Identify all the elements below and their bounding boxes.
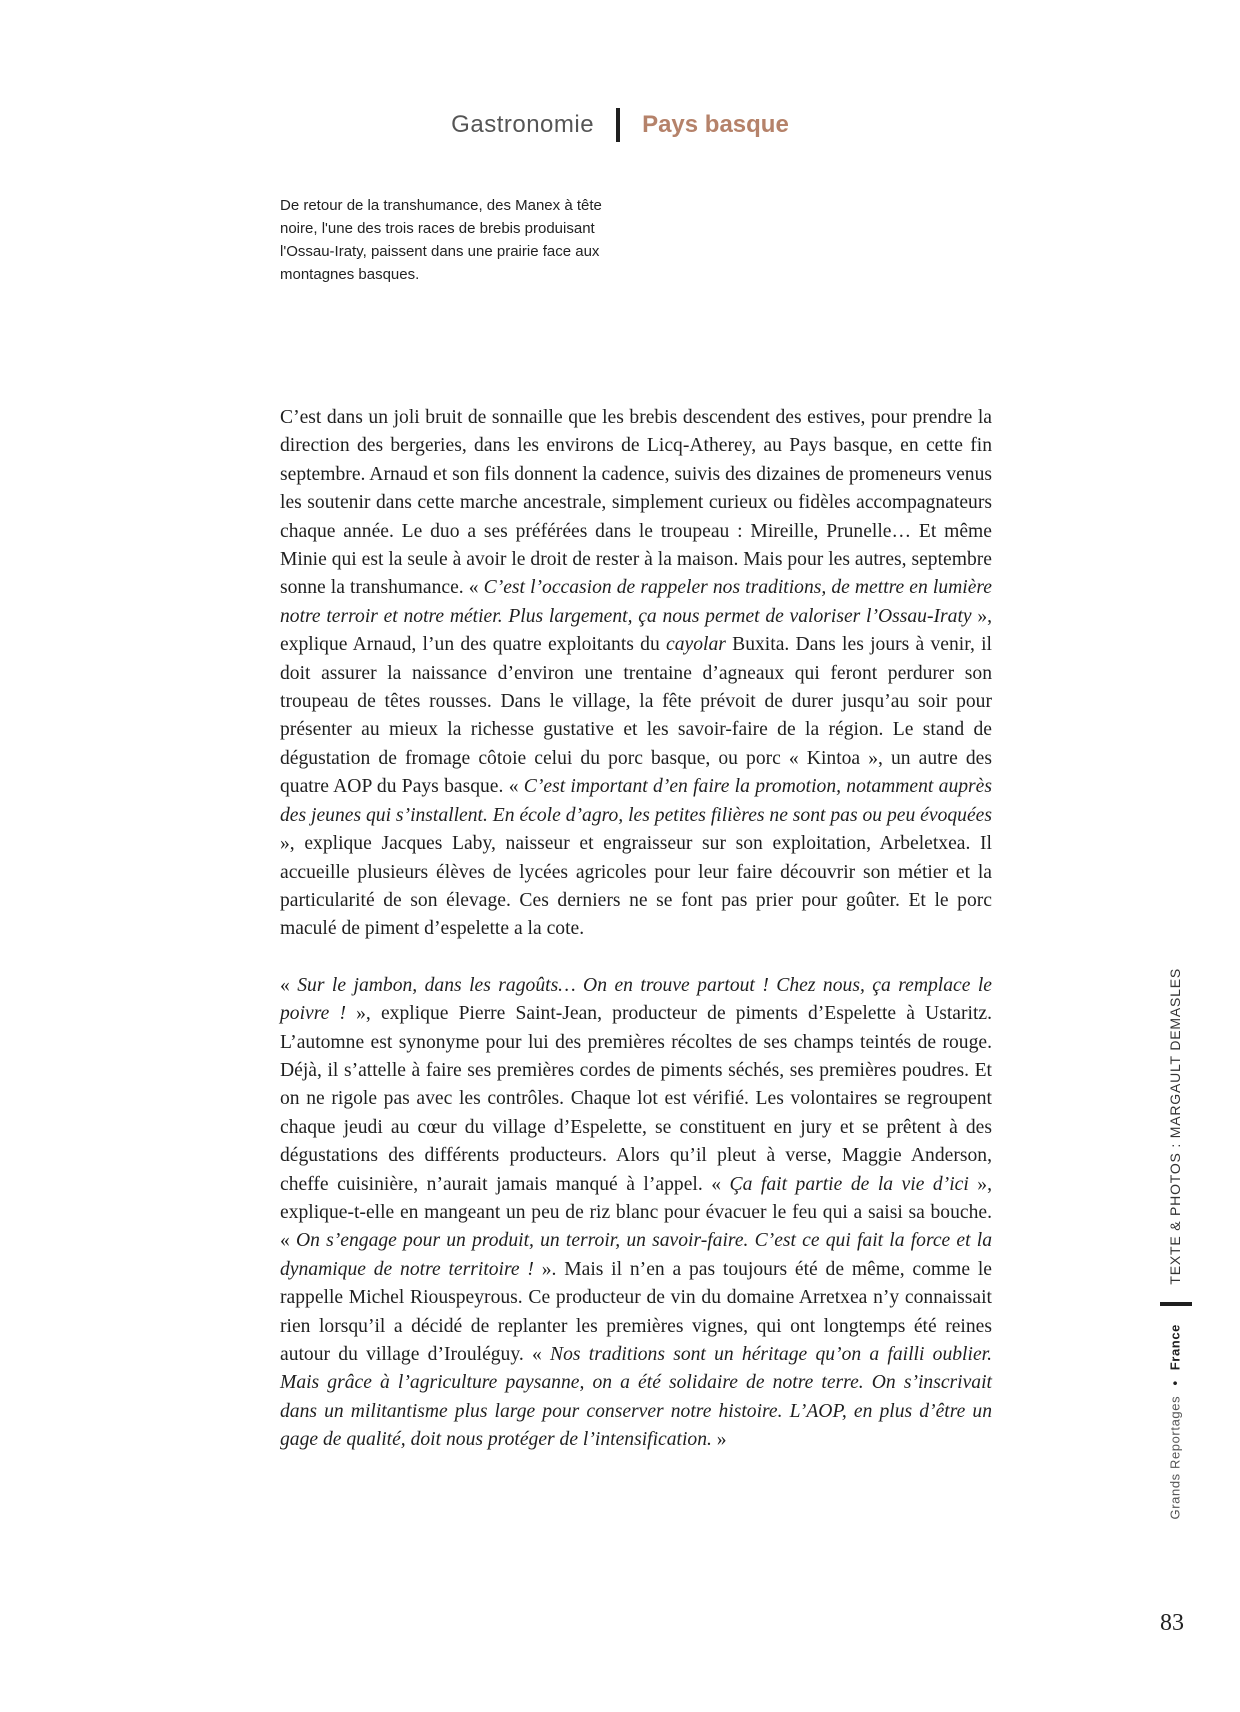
country-label: France [1167,1324,1183,1371]
quote-text: On s’engage pour un produit, un terroir, un savoir-faire. C’est ce qui fait la force et la dynamique de notre territoire ! [280,1230,993,1280]
body-text-run: », explique Pierre Saint-Jean, producteur de piments d’Espelette à Ustaritz. L’automne est synonyme pour lui des premières récoltes de ses champs teintés de rouge. Déjà, il s’attelle à faire ses premières cordes de piments séchés, ses premières poudres. Et on ne rigole pas avec les contrôles. Chaque lot est vérifié. Les volontaires se regroupent chaque jeudi au cœur du village d’Espelette, se constituent en jury et se prêtent à des dégustations des différents producteurs. Alors qu’il pleut à verse, Maggie Anderson, cheffe cuisinière, n’aurait jamais manqué à l’appel. « [280,1003,992,1195]
photo-credit: TEXTE & PHOTOS : MARGAULT DEMASLES [1167,968,1183,1285]
body-text-run: Buxita. Dans les jours à venir, il doit assurer la naissance d’environ une trentaine d’agneaux qui feront perdurer son troupeau de têtes rousses. Dans le village, la fête prévoit de durer jusqu’au soir pour présenter au mieux la richesse gustative et les savoir-faire de la région. Le stand de dégustation de fromage côtoie celui du porc basque, ou porc « Kintoa », un autre des quatre AOP du Pays basque. « [280,634,992,798]
body-text-run: », explique Jacques Laby, naisseur et engraisseur sur son exploitation, Arbeletxea. Il accueille plusieurs élèves de lycées agricoles pour leur faire découvrir son métier et la particularité de son élevage. Ces derniers ne se font pas prier pour goûter. Et le porc maculé de piment d’espelette a la cote. [280,833,992,940]
article-paragraph [280,404,992,944]
body-text-run: C’est dans un joli bruit de sonnaille que les brebis descendent des estives, pour prendre la direction des bergeries, dans les environs de Licq-Atherey, au Pays basque, en cette fin septembre. Arnaud et son fils donnent la cadence, suivis des dizaines de promeneurs venus les soutenir dans cette marche ancestrale, simplement curieux ou fidèles accompagnateurs chaque année. Le duo a ses préférées dans le troupeau : Mireille, Prunelle… Et même Minie qui est la seule à avoir le droit de rester à la maison. Mais pour les autres, septembre sonne la transhumance. « [280,407,992,599]
section-label: Gastronomie [451,111,595,138]
quote-text: Ça fait partie de la vie d’ici [729,1173,969,1195]
quote-text: Nos traditions sont un héritage qu’on a failli oublier. Mais grâce à l’agriculture paysanne, on a été solidaire de notre terre. On s’inscrivait dans un militantisme plus large pour conserver notre histoire. L’AOP, en plus d’être un gage de qualité, doit nous protéger de l’intensification. [280,1344,992,1451]
bullet-separator: • [1167,1380,1183,1386]
body-text-run: « [280,974,298,996]
quote-text: Sur le jambon, dans les ragoûts… On en trouve partout ! Chez nous, ça remplace le poivre ! [280,974,992,1025]
body-text-run: ». Mais il n’en a pas toujours été de même, comme le rappelle Michel Riouspeyrous. Ce producteur de vin du domaine Arretxea n’y connaissait rien lorsqu’il a décidé de replanter les premières vignes, qui ont longtemps été reines autour du village d’Irouléguy. « [280,1258,992,1365]
body-text-run: », explique Arnaud, l’un des quatre exploitants du [280,605,993,656]
article-paragraph [280,972,992,1455]
header-divider [616,108,620,142]
page-header [0,108,1240,142]
magazine-label [1168,1324,1183,1519]
body-text-run: », explique-t-elle en mangeant un peu de riz blanc pour évacuer le feu qui a saisi sa bouche. « [280,1173,992,1252]
photo-caption: De retour de la transhumance, des Manex à tête noire, l'une des trois races de brebis produisant l'Ossau-Iraty, paissent dans une prairie face aux montagnes basques. [280,197,602,283]
article-body [280,404,992,1455]
body-text-run: » [711,1429,727,1451]
magazine-name: Grands Reportages [1167,1395,1183,1520]
quote-text: C’est important d’en faire la promotion, notamment auprès des jeunes qui s’installent. En école d’agro, les petites filières ne sont pas ou peu évoquées [280,776,992,826]
quote-text: C’est l’occasion de rappeler nos traditions, de mettre en lumière notre terroir et notre métier. Plus largement, ça nous permet de valoriser l’Ossau-Iraty [280,577,992,627]
topic-label: Pays basque [642,111,789,138]
quote-text: cayolar [666,634,726,656]
page-number: 83 [1160,1610,1184,1636]
page-sidebar [1158,968,1192,1588]
sidebar-divider [1160,1302,1192,1306]
